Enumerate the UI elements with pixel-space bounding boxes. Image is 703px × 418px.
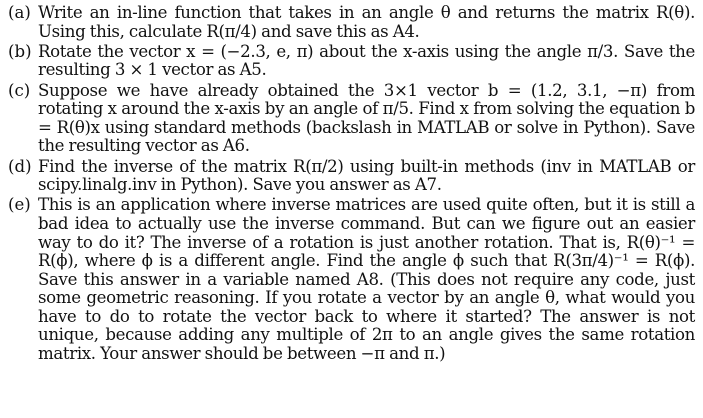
item-label: (d) bbox=[8, 156, 32, 176]
item-label: (a) bbox=[8, 3, 31, 22]
item-text: This is an application where inverse matrices are used quite often, but it is still a bad idea to actually use the inverse command. But can we figure out an easier way to do it? The inverse of a rotation is just another rotation. That is, R(θ)⁻¹ = R(ϕ), where ϕ is a different angle. Find the angle ϕ such that R(3π/4)⁻¹ = R(ϕ). Save this answer in a variable named A8. (This does not require any code, just some geometric reasoning. If you rotate a vector by an angle θ, what would you have to do to rotate the vector back to where it started? The answer is not unique, because adding any multiple of 2π to an angle gives the same rotation matrix. Your answer should be between −π and π.) bbox=[38, 195, 695, 364]
item-text: Find the inverse of the matrix R(π/2) using built-in methods (inv in MATLAB or scipy.linalg.inv in Python). Save you answer as A7. bbox=[38, 156, 695, 195]
problem-item-e bbox=[8, 196, 695, 363]
problem-item-c bbox=[8, 82, 695, 156]
item-label: (e) bbox=[8, 195, 31, 215]
item-text: Rotate the vector x = (−2.3, e, π) about the x-axis using the angle π/3. Save the resulting 3 × 1 vector as A5. bbox=[38, 41, 695, 80]
problem-item-d bbox=[8, 158, 695, 195]
item-label: (c) bbox=[8, 80, 31, 100]
item-text: Write an in-line function that takes in an angle θ and returns the matrix R(θ). Using this, calculate R(π/4) and save this as A4. bbox=[38, 3, 695, 41]
item-text: Suppose we have already obtained the 3×1 vector b = (1.2, 3.1, −π) from rotating x around the x-axis by an angle of π/5. Find x from solving the equation b = R(θ)x using standard methods (backslash in MATLAB or solve in Python). Save the resulting vector as A6. bbox=[38, 80, 695, 156]
problem-item-a bbox=[8, 4, 695, 41]
problem-item-b bbox=[8, 43, 695, 80]
item-label: (b) bbox=[8, 41, 32, 61]
